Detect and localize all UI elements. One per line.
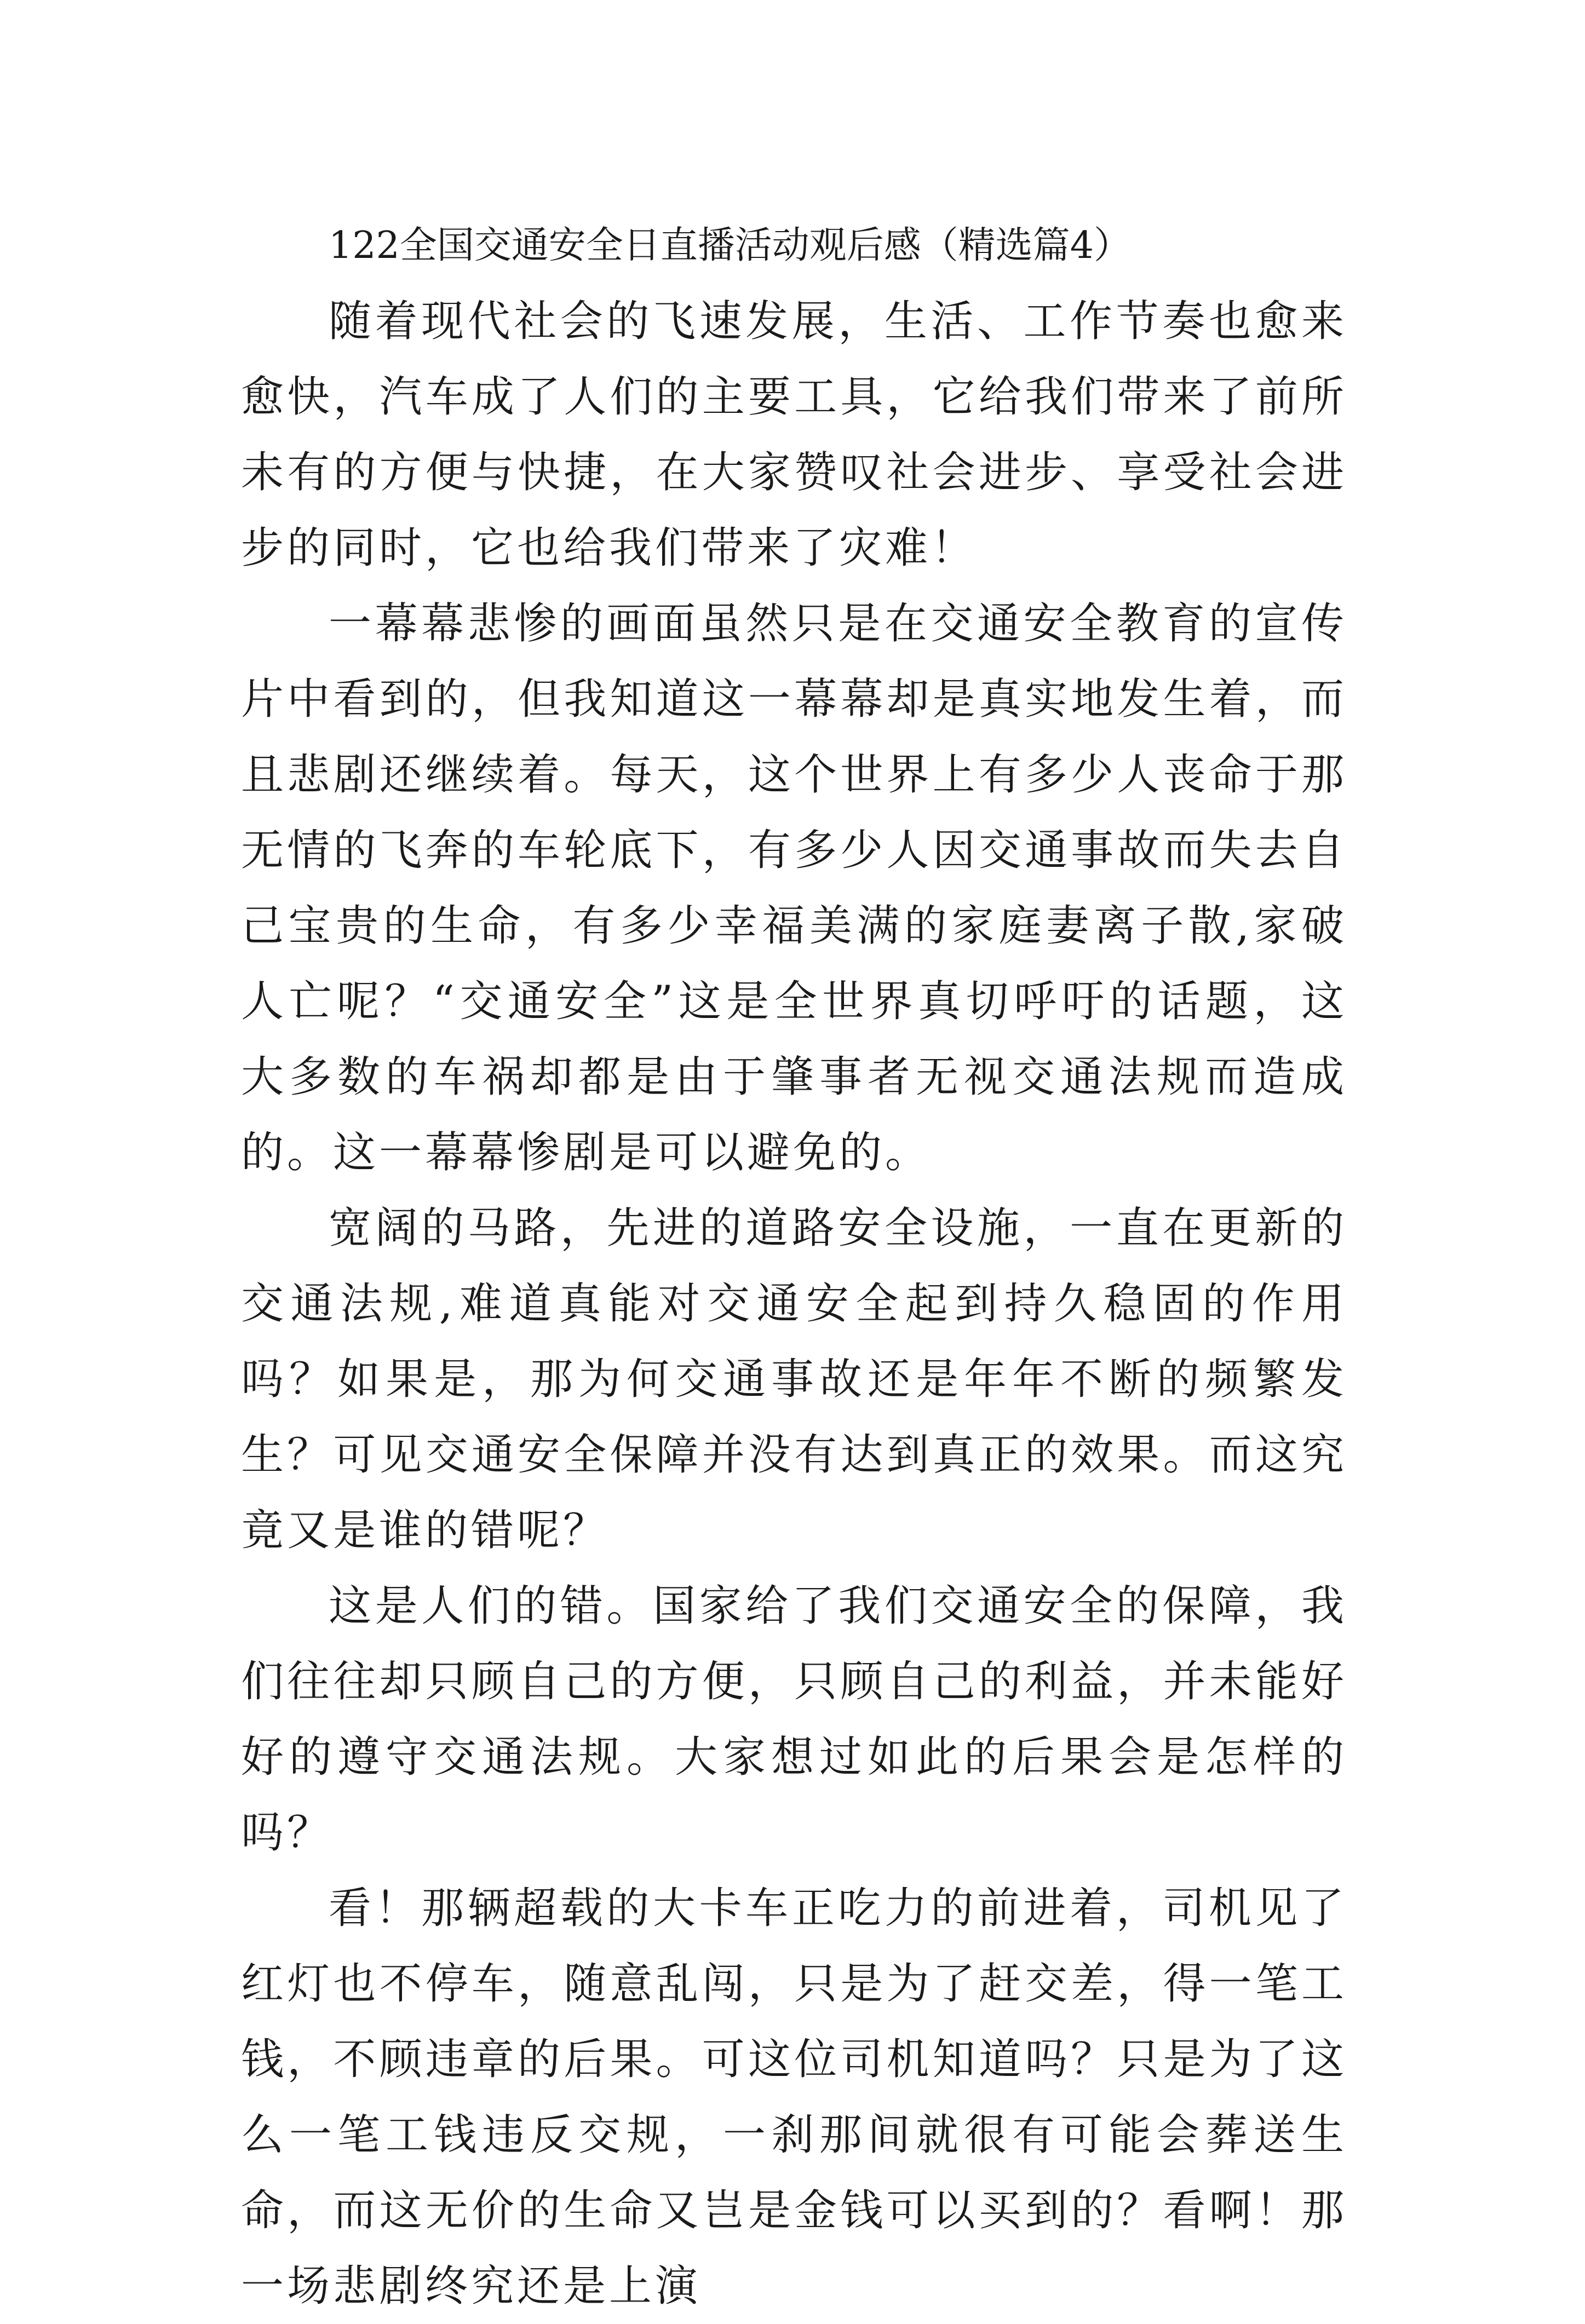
paragraph-3: 宽阔的马路，先进的道路安全设施，一直在更新的交通法规,难道真能对交通安全起到持久稳固的作用吗？如果是，那为何交通事故还是年年不断的频繁发生？可见交通安全保障并没有达到真正的效果。而这究竟又是谁的错呢？ — [241, 1204, 1347, 1555]
paragraph-1: 随着现代社会的飞速发展，生活、工作节奏也愈来愈快，汽车成了人们的主要工具，它给我们带来了前所未有的方便与快捷，在大家赞叹社会进步、享受社会进步的同时，它也给我们带来了灾难！ — [241, 297, 1347, 573]
paragraph-4: 这是人们的错。国家给了我们交通安全的保障，我们往往却只顾自己的方便，只顾自己的利益，并未能好好的遵守交通法规。大家想过如此的后果会是怎样的吗？ — [241, 1581, 1347, 1857]
paragraph-2: 一幕幕悲惨的画面虽然只是在交通安全教育的宣传片中看到的，但我知道这一幕幕却是真实地发生着，而且悲剧还继续着。每天，这个世界上有多少人丧命于那无情的飞奔的车轮底下，有多少人因交通事故而失去自己宝贵的生命，有多少幸福美满的家庭妻离子散,家破人亡呢？“交通安全”这是全世界真切呼吁的话题，这大多数的车祸却都是由于肇事者无视交通法规而造成的。这一幕幕惨剧是可以避免的。 — [241, 599, 1347, 1177]
document-body — [241, 208, 1347, 2324]
document-title: 122全国交通安全日直播活动观后感（精选篇4） — [329, 224, 1132, 267]
paragraph-5: 看！那辆超载的大卡车正吃力的前进着，司机见了红灯也不停车，随意乱闯，只是为了赶交差，得一笔工钱，不顾违章的后果。可这位司机知道吗？只是为了这么一笔工钱违反交规，一刹那间就很有可能会葬送生命，而这无价的生命又岂是金钱可以买到的？看啊！那一场悲剧终究还是上演 — [241, 1884, 1347, 2311]
